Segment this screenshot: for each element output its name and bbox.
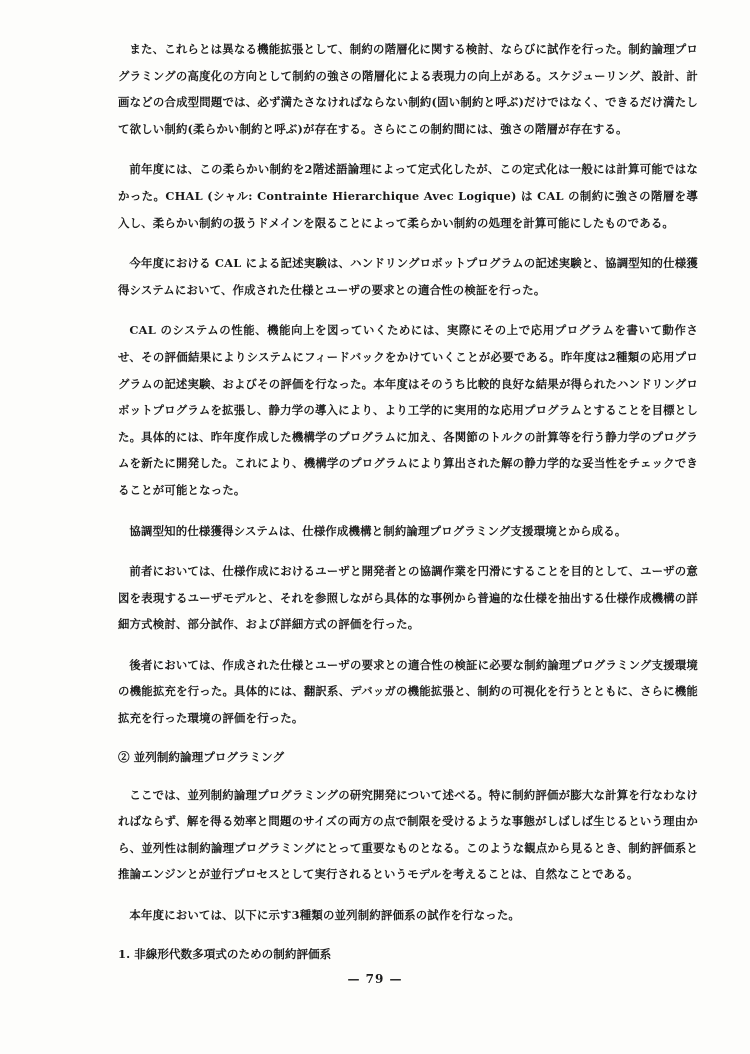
page-number: — 79 — (347, 972, 403, 986)
paragraph-latter: 後者においては、作成された仕様とユーザの要求との適合性の検証に必要な制約論理プログラミング支援環境の機能拡充を行った。具体的には、翻訳系、デバッガの機能拡張と、制約の可視化を行うとともに、さらに機能拡充を行った環境の評価を行った。 (118, 657, 698, 726)
paragraph-parallel-clp: ここでは、並列制約論理プログラミングの研究開発について述べる。特に制約評価が膨大な計算を行なわなければならず、解を得る効率と問題のサイズの両方の点で制限を受けるような事態がしばしば生じるという理由から、並列性は制約論理プログラミングにとって重要なものとなる。このような観点から見るとき、制約評価系と推論エンジンとが並行プロセスとして実行されるというモデルを考えることは、自然なことである。 (118, 787, 698, 882)
page-body (118, 36, 698, 965)
paragraph-former: 前者においては、仕様作成におけるユーザと開発者との協調作業を円滑にすることを目的として、ユーザの意図を表現するユーザモデルと、それを参照しながら具体的な事例から普遍的な仕様を抽出する仕様作成機構の詳細方式検討、部分試作、および詳細方式の評価を行った。 (118, 564, 698, 632)
paragraph-cal-experiments: 今年度における CAL による記述実験は、ハンドリングロボットプログラムの記述実験と、協調型知的仕様獲得システムにおいて、作成された仕様とユーザの要求との適合性の検証を行った。 (118, 256, 698, 297)
section-heading-parallel-clp: ② 並列制約論理プログラミング (118, 749, 285, 764)
paragraph-three-evaluators: 本年度においては、以下に示す3種類の並列制約評価系の試作を行なった。 (129, 908, 521, 923)
paragraph-chal: 前年度には、この柔らかい制約を2階述語論理によって定式化したが、この定式化は一般には計算可能ではなかった。CHAL (シャル: Contrainte Hierarchique Avec Logique) は CAL の制約に強さの階層を導入し、柔らかい制約の扱うドメインを限ることによって柔らかい制約の処理を計算可能にしたものである。 (118, 162, 698, 230)
paragraph-cal-performance: CAL のシステムの性能、機能向上を図っていくためには、実際にその上で応用プログラムを書いて動作させ、その評価結果によりシステムにフィードバックをかけていくことが必要である。昨年度は2種類の応用プログラムの記述実験、およびその評価を行なった。本年度はそのうち比較的良好な結果が得られたハンドリングロボットプログラムを拡張し、静力学の導入により、より工学的に実用的な応用プログラムとすることを目標とした。具体的には、昨年度作成した機構学のプログラムに加え、各関節のトルクの計算等を行う静力学のプログラムを新たに開発した。これにより、機構学のプログラムにより算出された解の静力学的な妥当性をチェックできることが可能となった。 (118, 323, 698, 497)
paragraph-constraint-hierarchy: また、これらとは異なる機能拡張として、制約の階層化に関する検討、ならびに試作を行った。制約論理プログラミングの高度化の方向として制約の強さの階層化による表現力の向上がある。スケジューリング、設計、計画などの合成型問題では、必ず満たさなければならない制約(固い制約と呼ぶ)だけではなく、できるだけ満たして欲しい制約(柔らかい制約と呼ぶ)が存在する。さらにこの制約間には、強さの階層が存在する。 (118, 42, 698, 136)
item-heading-nonlinear: 1. 非線形代数多項式のための制約評価系 (118, 946, 332, 961)
paragraph-spec-acquisition: 協調型知的仕様獲得システムは、仕様作成機構と制約論理プログラミング支援環境とから成る。 (129, 523, 627, 538)
